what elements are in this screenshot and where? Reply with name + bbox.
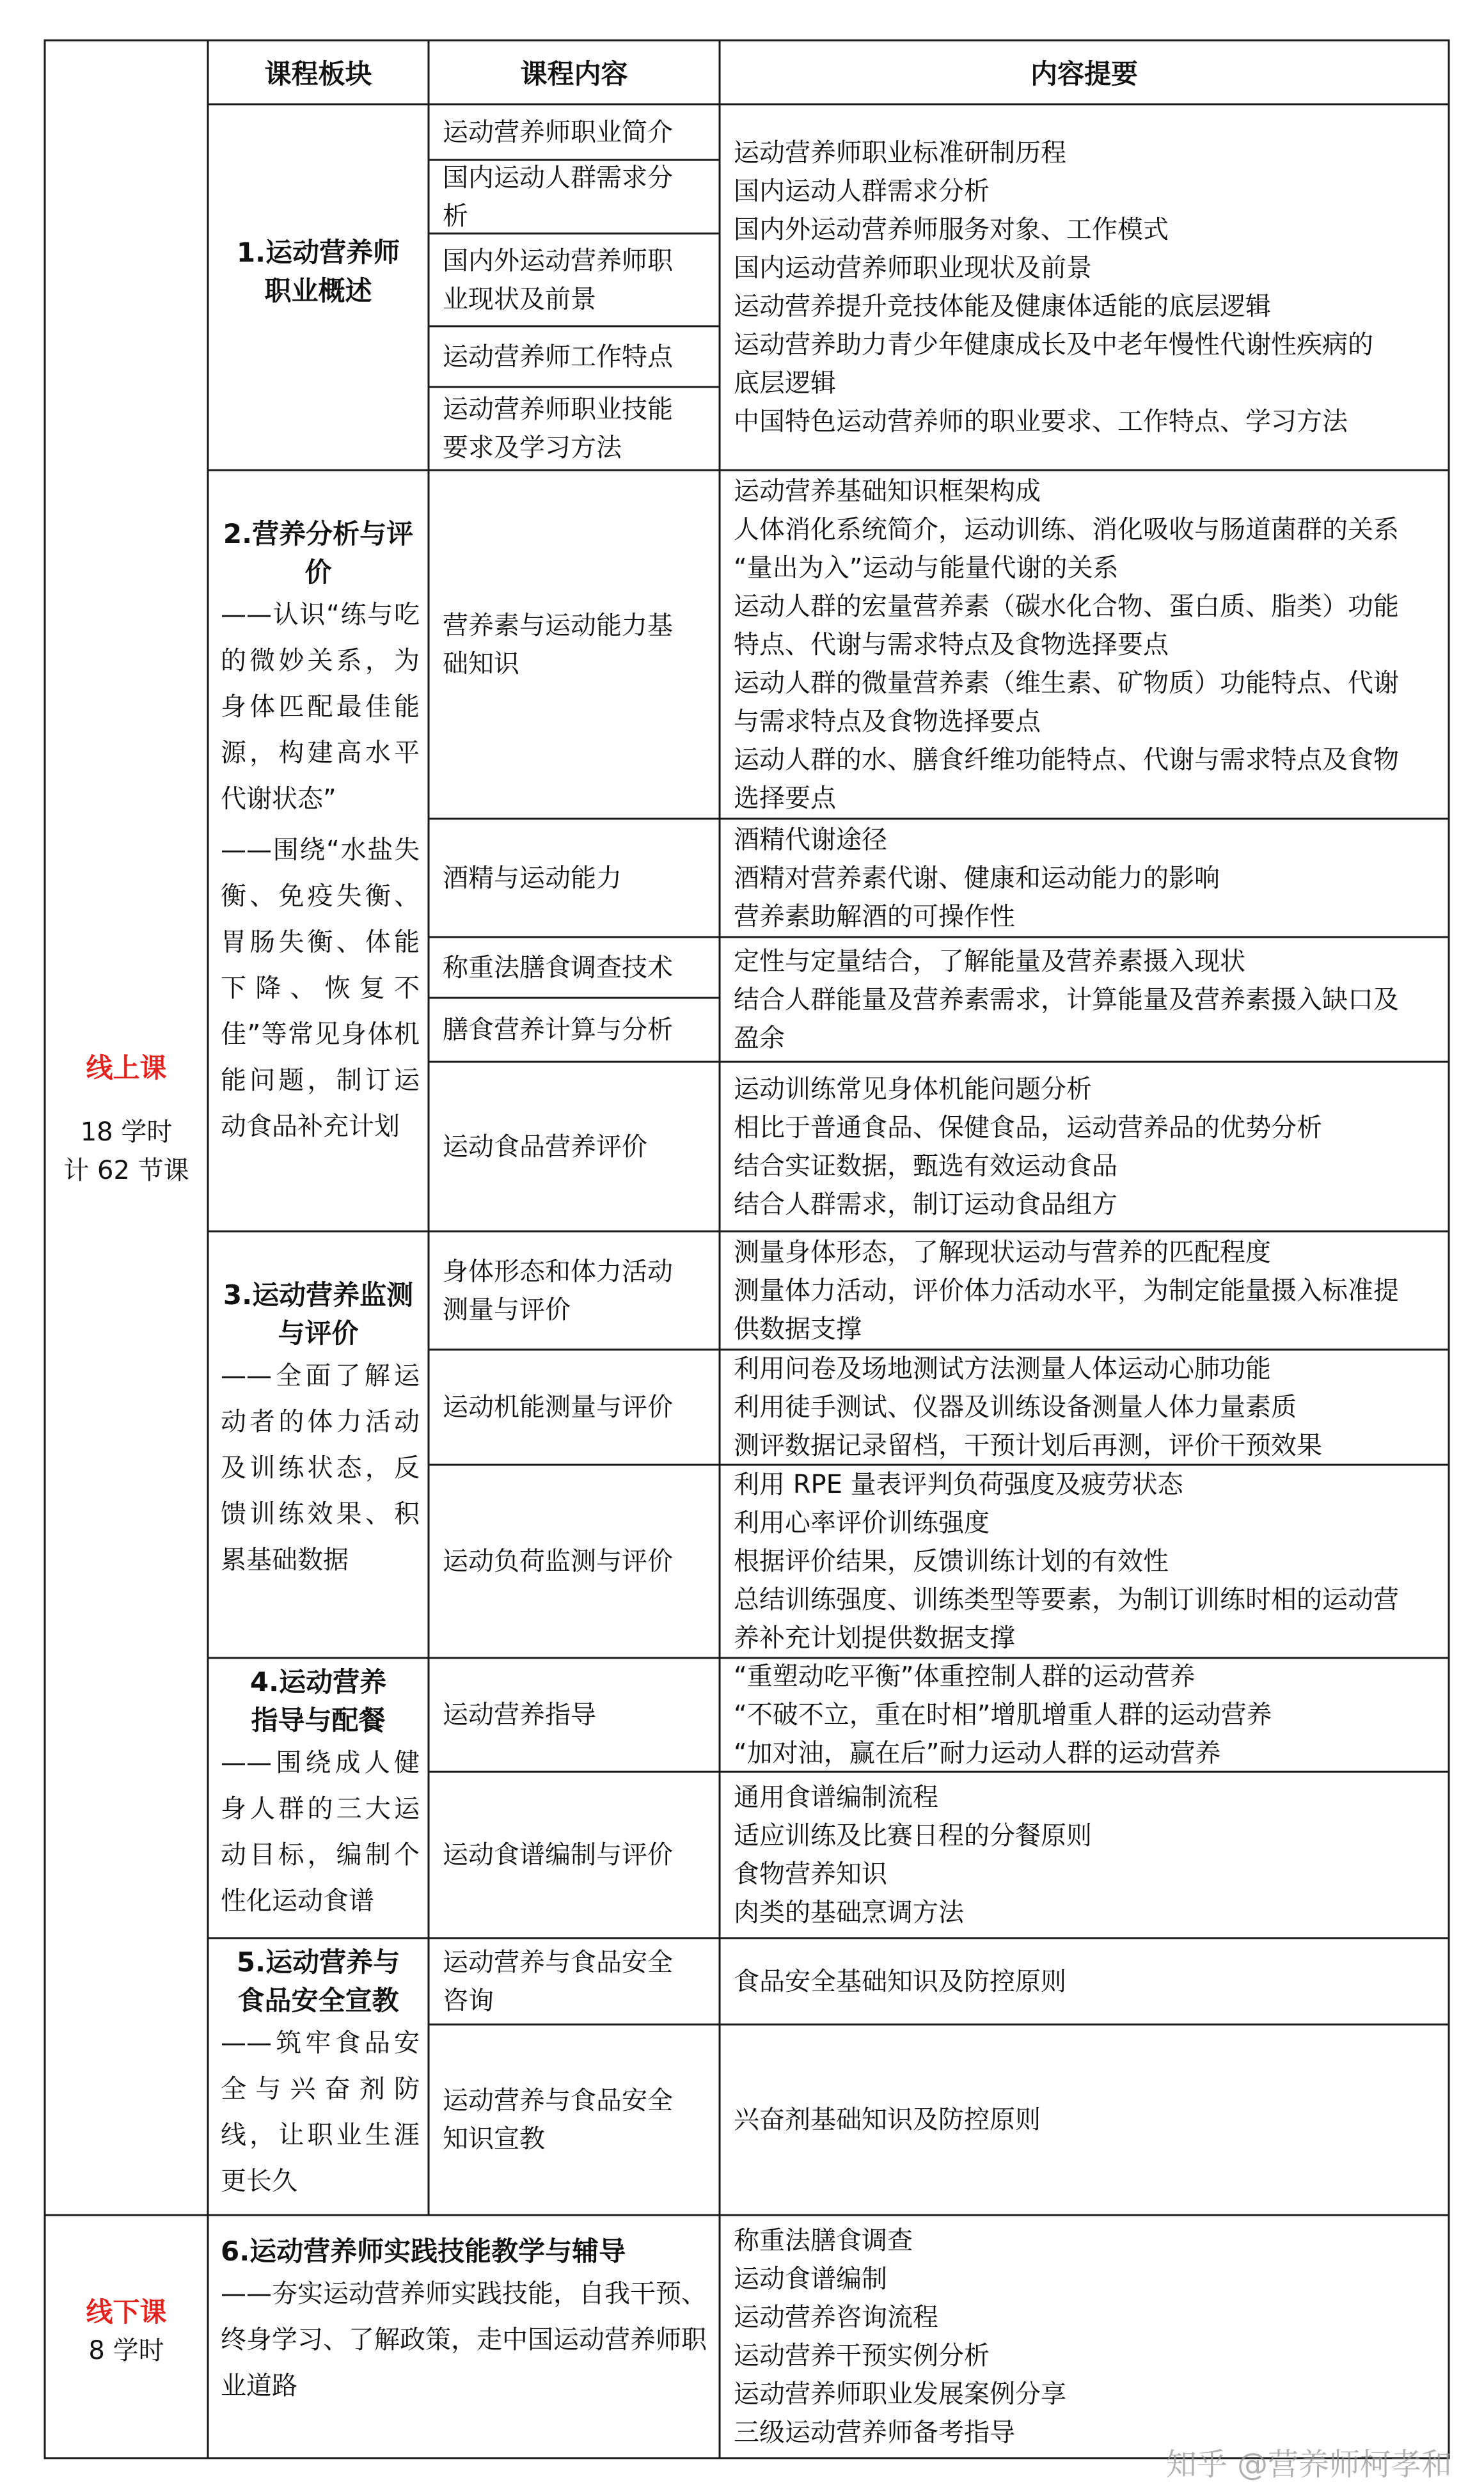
- watermark: 知乎 @营养师柯孝和: [1165, 2447, 1452, 2482]
- module-description: ——认识“练与吃的微妙关系，为身体匹配最佳能源，构建高水平代谢状态”: [221, 600, 420, 814]
- content-cell: 营养素与运动能力基 础知识: [443, 610, 673, 679]
- content-cell: 国内运动人群需求分 析: [443, 162, 673, 231]
- content-cell: 运动负荷监测与评价: [443, 1547, 673, 1576]
- online-course-label: 线上课: [86, 1052, 167, 1084]
- offline-course-cell: [45, 2293, 208, 2383]
- module-title: 与评价: [278, 1318, 359, 1349]
- content-cell: 运动营养师职业简介: [443, 117, 673, 147]
- content-cell: 身体形态和体力活动 测量与评价: [443, 1256, 673, 1325]
- header-content: 课程内容: [520, 58, 628, 90]
- module-title: 3.运动营养监测: [223, 1279, 414, 1311]
- content-cell: 运动营养师职业技能 要求及学习方法: [443, 395, 673, 462]
- summary-cell: 通用食谱编制流程 适应训练及比赛日程的分餐原则 食物营养知识 肉类的基础烹调方法: [734, 1783, 1092, 1927]
- content-cell: 运动营养与食品安全 知识宣教: [443, 2086, 673, 2154]
- online-course-hours: 18 学时: [80, 1117, 173, 1147]
- summary-cell: 测量身体形态，了解现状运动与营养的匹配程度 测量体力活动，评价体力活动水平，为制定能量摄入标准提 供数据支撑: [734, 1237, 1399, 1344]
- module-title: 职业概述: [264, 275, 372, 306]
- content-cell: 运动营养师工作特点: [443, 342, 673, 372]
- summary-cell: 食品安全基础知识及防控原则: [734, 1966, 1066, 1996]
- module-description: ——筑牢食品安全与兴奋剂防线，让职业生涯更长久: [221, 2028, 420, 2196]
- summary-cell: 运动训练常见身体机能问题分析 相比于普通食品、保健食品，运动营养品的优势分析 结合实证数据，甄选有效运动食品 结合人群需求，制订运动食品组方: [734, 1074, 1322, 1219]
- summary-cell: 利用 RPE 量表评判负荷强度及疲劳状态 利用心率评价训练强度 根据评价结果，反馈训练计划的有效性 总结训练强度、训练类型等要素，为制订训练时相的运动营 养补充计划提供数据支撑: [734, 1470, 1399, 1653]
- module-description: ——全面了解运动者的体力活动及训练状态，反馈训练效果、积累基础数据: [221, 1361, 420, 1575]
- content-cell: 运动营养指导: [443, 1700, 596, 1730]
- content-cell: 酒精与运动能力: [443, 863, 622, 893]
- module-1-cell: [208, 233, 429, 329]
- module-title: 指导与配餐: [251, 1705, 386, 1736]
- summary-cell: 运动营养基础知识框架构成 人体消化系统简介，运动训练、消化吸收与肠道菌群的关系 “量出为入”运动与能量代谢的关系 运动人群的宏量营养素（碳水化合物、蛋白质、脂类）功能 特点、代谢与需求特点及食物选择要点 运动人群的微量营养素（维生素、矿物质）功能特点、代谢 与需求特点及食物选择要点 运动人群的水、膳食纤维功能特点、代谢与需求特点及食物 选择要点: [734, 476, 1399, 813]
- module-title: 2.营养分析与评: [223, 518, 414, 549]
- content-cell: 称重法膳食调查技术: [443, 952, 673, 982]
- module-title: 价: [304, 556, 332, 588]
- online-course-sessions: 计 62 节课: [63, 1156, 189, 1185]
- module-2-cell: [208, 515, 429, 1225]
- summary-cell: 称重法膳食调查 运动食谱编制 运动营养咨询流程 运动营养干预实例分析 运动营养师职业发展案例分享 三级运动营养师备考指导: [734, 2226, 1066, 2447]
- online-course-cell: [45, 1049, 208, 1215]
- module-5-cell: [208, 1943, 429, 2212]
- content-cell: 运动营养与食品安全 咨询: [443, 1947, 673, 2016]
- module-4-cell: [208, 1663, 429, 1935]
- summary-cell: 兴奋剂基础知识及防控原则: [734, 2105, 1041, 2134]
- module-title: 5.运动营养与: [236, 1946, 400, 1978]
- content-cell: 运动机能测量与评价: [443, 1392, 673, 1422]
- summary-cell: 运动营养师职业标准研制历程 国内运动人群需求分析 国内外运动营养师服务对象、工作模式 国内运动营养师职业现状及前景 运动营养提升竞技体能及健康体适能的底层逻辑 运动营养助力青少年健康成长及中老年慢性代谢性疾病的 底层逻辑 中国特色运动营养师的职业要求、工作特点、学习方法: [734, 138, 1373, 436]
- summary-cell: 利用问卷及场地测试方法测量人体运动心肺功能 利用徒手测试、仪器及训练设备测量人体力量素质 测评数据记录留档，干预计划后再测，评价干预效果: [734, 1354, 1322, 1460]
- content-cell: 国内外运动营养师职 业现状及前景: [443, 246, 673, 314]
- header-module: 课程板块: [264, 58, 372, 90]
- module-description: ——围绕成人健身人群的三大运动目标，编制个性化运动食谱: [221, 1748, 420, 1916]
- module-title: 食品安全宣教: [237, 1985, 399, 2016]
- module-title: 6.运动营养师实践技能教学与辅导: [221, 2236, 626, 2267]
- module-6-cell: [208, 2232, 720, 2450]
- header-summary: 内容提要: [1030, 58, 1138, 90]
- module-3-cell: [208, 1276, 429, 1647]
- module-title: 4.运动营养: [249, 1666, 387, 1698]
- summary-cell: “重塑动吃平衡”体重控制人群的运动营养 “不破不立，重在时相”增肌增重人群的运动营养 “加对油，赢在后”耐力运动人群的运动营养: [734, 1662, 1272, 1768]
- summary-cell: 酒精代谢途径 酒精对营养素代谢、健康和运动能力的影响 营养素助解酒的可操作性: [734, 824, 1220, 931]
- content-cell: 运动食品营养评价: [443, 1132, 647, 1162]
- summary-cell: 定性与定量结合，了解能量及营养素摄入现状 结合人群能量及营养素需求，计算能量及营养素摄入缺口及 盈余: [734, 946, 1399, 1053]
- content-cell: 运动食谱编制与评价: [443, 1840, 673, 1870]
- content-cell: 膳食营养计算与分析: [443, 1015, 673, 1045]
- module-description: ——夯实运动营养师实践技能，自我干预、终身学习、了解政策，走中国运动营养师职业道路: [221, 2279, 707, 2401]
- offline-course-label: 线下课: [86, 2296, 167, 2328]
- offline-course-hours: 8 学时: [88, 2336, 164, 2365]
- module-description: ——围绕“水盐失衡、免疫失衡、胃肠失衡、体能下降、恢复不佳”等常见身体机能问题，制订运动食品补充计划: [221, 835, 420, 1141]
- module-title: 1.运动营养师: [236, 237, 400, 268]
